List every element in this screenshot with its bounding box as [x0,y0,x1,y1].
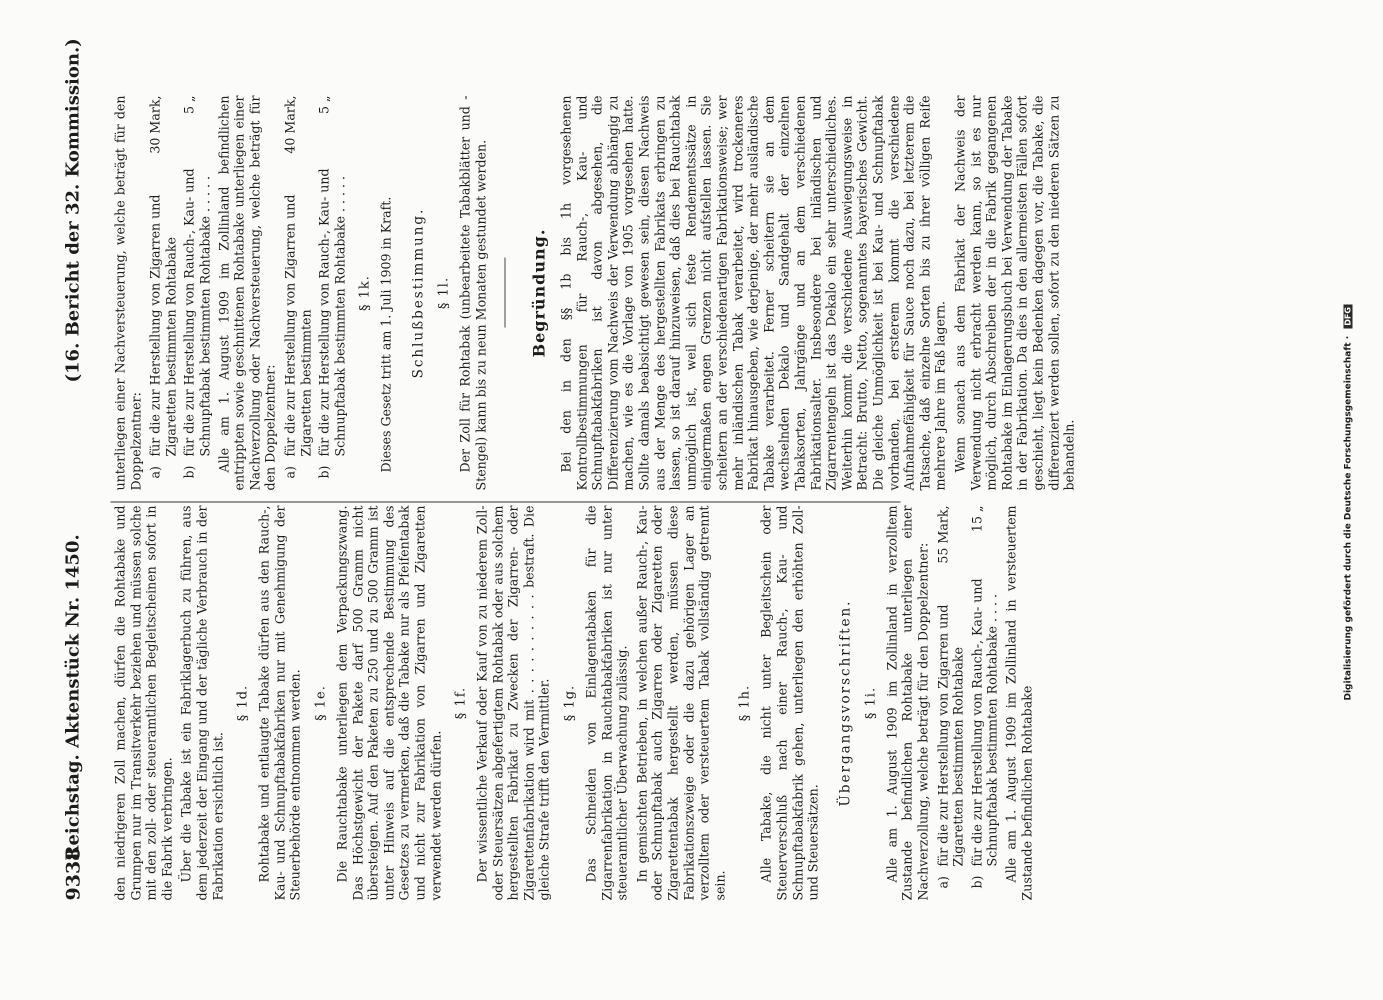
paragraph: Rohtabake und entlaugte Tabake dürfen aus den Rauch-, Kau- und Schnupftabakfabriken nur mit Genehmigung der Steuerbehörde entnommen werden. [256,505,303,900]
list-text: für die zur Herstellung von Rauch-, Kau- und Schnupftabak bestimmten Rohtabake . . . . . [316,167,347,456]
paragraph: den niedrigeren Zoll machen, dürfen die Rohtabake und Grumpen nur im Transitverkehr beziehen und müssen solche mit den zoll- oder steueramtlichen Begleitscheinen sofort in die Fabrik verbringen. [112,505,174,900]
list-item [181,95,212,490]
paragraph: In gemischten Betrieben, in welchen außer Rauch-, Kau- oder Schnupftabak auch Zigarren oder Zigaretten oder Zigarettentabak hergestellt werden, müssen diese Fabrikationszweige oder die dazu gehörigen Lager an verzolltem oder versteuertem Tabak vollständig getrennt sein. [633,505,727,900]
list-item [935,505,966,900]
section-heading: § 1e. [312,684,328,721]
paragraph: Dieses Gesetz tritt am 1. Juli 1909 in Kraft. [378,196,394,472]
left-column [112,505,1034,900]
list-text: für die zur Herstellung von Zigarren und Zigaretten bestimmten Rohtabake [147,194,178,456]
list-item [969,505,1000,900]
separator-rule [504,258,505,328]
section-heading: § 1f. [453,686,469,719]
dfg-logo: DFG [1343,304,1352,329]
paragraph: Alle am 1. August 1909 im Zollinland befindlichen entrippten sowie geschnittenen Rohtabake unterliegen einer Nachverzollung oder Nachversteuerung, welche beträgt für den Doppelzentner: [215,95,278,490]
section-heading: § 1d. [235,684,251,721]
list-label: b) [316,465,332,478]
list-text: für die zur Herstellung von Rauch-, Kau- und Schnupftabak bestimmten Rohtabake . . . . . [181,167,212,456]
amount: 30 Mark, [147,95,163,154]
list-label: a) [147,465,163,478]
list-label: b) [968,875,984,888]
credit-text: Digitalisierung gefördert durch die Deutsche Forschungsgemeinschaft · [1343,335,1353,700]
paragraph: Alle Tabake, die nicht unter Begleitschein oder Steuerverschluß nach einer Rauch-, Kau- und Schnupftabakfabrik gehen, unterliegen den erhöhten Zoll- und Steuersätzen. [758,505,821,900]
header-left-title: Reichstag. Aktenstück Nr. 1450. [62,533,83,860]
amount: 40 Mark, [281,95,297,154]
section-heading: § 1h. [737,684,753,721]
section-heading: § 1i. [862,686,878,719]
digitization-credit [1343,304,1353,700]
section-heading: § 1g. [562,684,578,721]
paragraph: unterliegen einer Nachversteuerung, welche beträgt für den Doppelzentner: [112,95,143,490]
list-text: für die zur Herstellung von Rauch-, Kau- und Schnupftabak bestimmten Rohtabake . . . . [968,577,1000,866]
amount: 5 „ [316,95,332,114]
paragraph: Wenn sonach aus dem Fabrikat der Nachweis der Verwendung nicht erbracht werden kann, so ist es nur möglich, durch Abschreiben der in die Fabrik gegangenen Rohtabake im Einlagerungsbuch bei Verwendung der Tabake in der Fabrikation. Da dies in den allermeisten Fällen sofort geschieht, liegt kein Bedenken dagegen vor, die Tabake, die differenziert werden sollen, sofort zu den niederen Sätzen zu behandeln. [951,95,1077,490]
section-heading: § 1l. [435,276,451,309]
paragraph: Der Zoll für Rohtabak (unbearbeitete Tabakblätter und -Stengel) kann bis zu neun Monaten gestundet werden. [456,95,488,490]
section-heading: § 1k. [357,274,373,311]
page-number: 9338 [62,847,84,900]
list-label: a) [281,465,297,478]
list-item [147,95,178,490]
paragraph: Über die Tabake ist ein Fabriklagerbuch zu führen, aus dem jederzeit der Eingang und der tägliche Verbrauch in der Fabrikation ersichtlich ist. [178,505,225,900]
list-item [282,95,313,490]
paragraph: Die Rauchtabake unterliegen dem Verpackungszwang. Das Höchstgewicht der Pakete darf 500 Gramm nicht übersteigen. Auf den Paketen zu 250 und zu 500 Gramm ist unter Hinweis auf die entsprechende Bestimmung des Gesetzes zu vermerken, daß die Tabake nur als Pfeifentabak und nicht zur Fabrikation von Zigarren und Zigaretten verwendet werden dürfen. [333,505,443,900]
list-text: für die zur Herstellung von Zigarren und Zigaretten bestimmten [281,194,313,456]
list-label: b) [181,465,197,478]
transition-rules-heading: Übergangsvorschriften. [836,599,853,806]
final-provision-heading: Schlußbestimmung. [409,207,426,378]
page-header [62,37,102,900]
amount: 55 Mark, [934,505,950,564]
list-text: für die zur Herstellung von Zigarren und Zigaretten bestimmten Rohtabake [934,604,966,866]
amount: 5 „ [181,95,197,114]
header-right-title: (16. Bericht der 32. Kommission.) [62,37,83,382]
paragraph: Bei den in den §§ 1b bis 1h vorgesehenen Kontrollbestimmungen für Rauch-, Kau- und Schnupftabakfabriken ist davon abgesehen, die Differenzierung vom Nachweis der Verwendung abhängig zu machen, wie es die Vorlage von 1905 vorgesehen hatte. Sollte damals beabsichtigt gewesen sein, diesen Nachweis aus der Menge des hergestellten Fabrikats erbringen zu lassen, so ist darauf hinzuweisen, daß dies bei Rauchtabak unmöglich ist, weil sich feste Rendementssätze in einigermaßen engen Grenzen nicht aufstellen lassen. Sie scheitern an der verschiedenartigen Fabrikationsweise; wer mehr inländischen Tabak verarbeitet, wird trockeneres Fabrikat hinausgeben, wie derjenige, der mehr ausländische Tabake verarbeitet. Ferner scheitern sie an dem wechselnden Dekalo und Sandgehalt der einzelnen Tabaksorten, Jahrgänge und an dem verschiedenen Fabrikationsalter. Insbesondere bei inländischen und Zigarrentengeln ist das Dekalo ein sehr unterschiedliches. Weiterhin kommt die verschiedene Auswiegungsweise in Betracht: Brutto, Netto, sogenanntes bayerisches Gewicht. Die gleiche Unmöglichkeit ist bei Kau- und Schnupftabak vorhanden, bei ersterem kommt die verschiedene Aufnahmefähigkeit für Sauce noch dazu, bei letzterem die Tatsache, daß einzelne Sorten bis zu ihrer völligen Reife mehrere Jahre im Faß lagern. [558,95,948,490]
list-label: a) [934,875,950,888]
paragraph: Der wissentliche Verkauf oder Kauf von zu niederem Zoll- oder Steuersätzen abgefertigtem Rohtabak oder aus solchem hergestellten Fabrikat zu Zwecken der Zigarren- oder Zigarettenfabrikation wird mit . . . . . . . . . . bestraft. Die gleiche Strafe trifft den Vermittler. [474,505,552,900]
paragraph: Alle am 1. August 1909 im Zollinland in versteuertem Zustande befindlichen Rohtabake [1002,505,1034,900]
amount: 15 „ [968,505,984,532]
paragraph: Alle am 1. August 1909 im Zollinland in verzolltem Zustande befindlichen Rohtabake unterliegen einer Nachverzollung, welche beträgt für den Doppelzentner: [883,505,930,900]
right-column [112,95,1077,490]
column-divider [110,501,900,502]
justification-heading: Begründung. [529,228,549,357]
paragraph: Das Schneiden von Einlagentabaken für die Zigarrenfabrikation in Rauchtabakfabriken ist nur unter steueramtlicher Überwachung zulässig. [583,505,630,900]
list-item [316,95,347,490]
